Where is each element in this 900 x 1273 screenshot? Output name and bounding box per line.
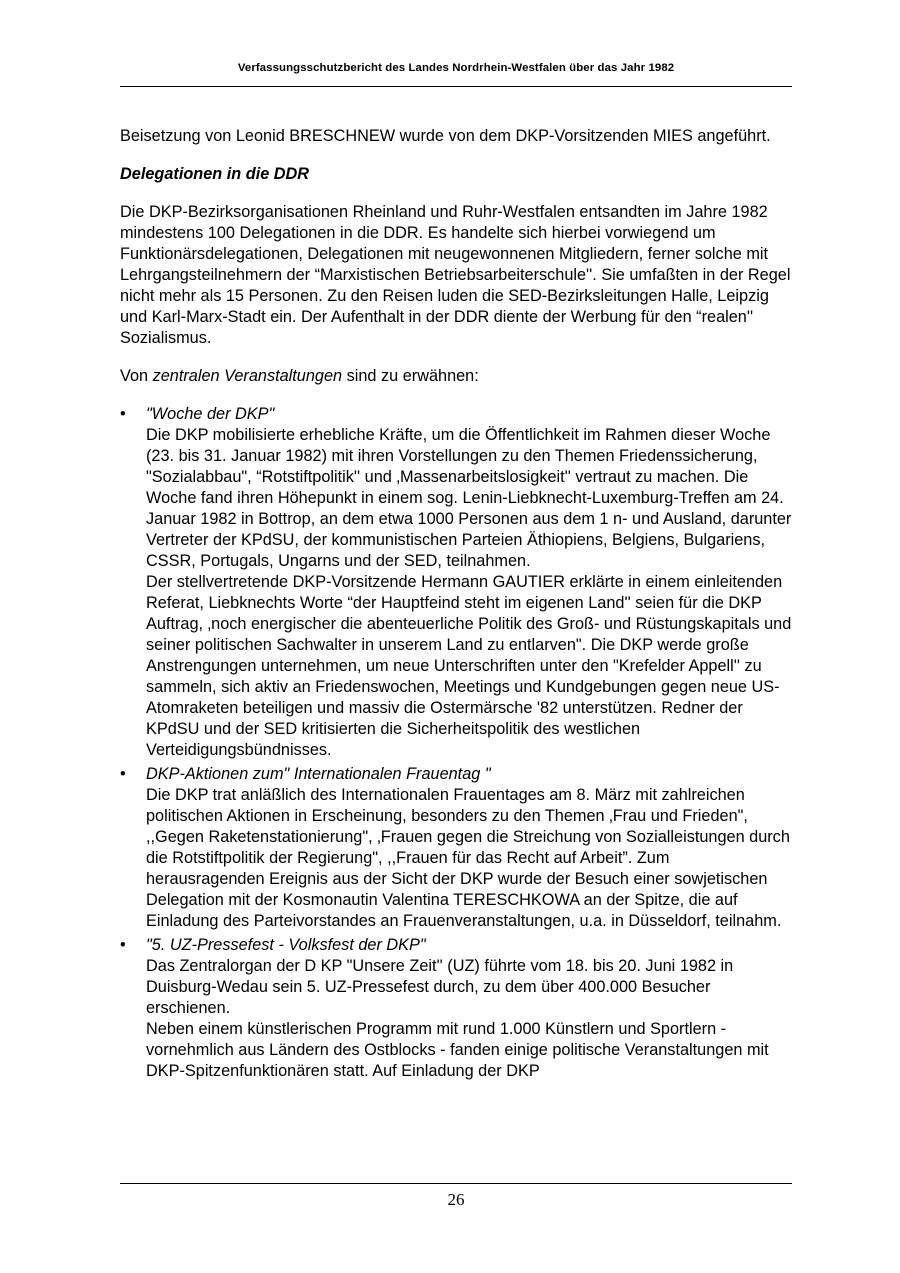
document-body bbox=[120, 126, 792, 1082]
bullet-paragraph: Neben einem künstlerischen Programm mit rund 1.000 Künstlern und Sportlern - vornehmlich aus Ländern des Ostblocks - fanden einige politische Veranstaltungen mit DKP-Spitzenfunktionären statt. Auf Einladung der DKP bbox=[146, 1020, 769, 1080]
header-rule bbox=[120, 86, 792, 87]
bullet-paragraph: Der stellvertretende DKP-Vorsitzende Hermann GAUTIER erklärte in einem einleitenden Referat, Liebknechts Worte “der Hauptfeind steht im eigenen Land'' seien für die DKP Auftrag, ‚noch energischer die abenteuerliche Politik des Groß- und Rüstungskapitals und seiner politischen Sachwalter in unserem Land zu entlarven". Die DKP werde große Anstrengungen unternehmen, um neue Unterschriften unter den "Krefelder Appell'' zu sammeln, sich aktiv an Friedenswochen, Meetings und Kundgebungen gegen neue US-Atomraketen beteiligen und massiv die Ostermärsche '82 unterstützen. Redner der KPdSU und der SED kritisierten die Sicherheitspolitik des westlichen Verteidigungsbündnisses. bbox=[146, 573, 792, 759]
events-intro-suffix: sind zu erwähnen: bbox=[342, 367, 479, 385]
bullet-item-frauentag bbox=[120, 764, 792, 932]
events-intro-emphasis: zentralen Veranstaltungen bbox=[152, 367, 343, 385]
bullet-paragraph: Das Zentralorgan der D KP "Unsere Zeit'' (UZ) führte vom 18. bis 20. Juni 1982 in Duisburg-Wedau sein 5. UZ-Pressefest durch, zu dem über 400.000 Besucher erschienen. bbox=[146, 957, 734, 1017]
footer-rule bbox=[120, 1183, 792, 1184]
events-intro bbox=[120, 366, 792, 387]
bullet-item-pressefest bbox=[120, 935, 792, 1082]
bullet-title: "Woche der DKP" bbox=[146, 405, 275, 423]
bullet-paragraph: Die DKP trat anläßlich des Internationalen Frauentages am 8. März mit zahlreichen politischen Aktionen in Erscheinung, besonders zu den Themen ‚Frau und Frieden", ,,Gegen Raketenstationierung", ‚Frauen gegen die Streichung von Sozialleistungen durch die Rotstiftpolitik der Regierung", ,,Frauen für das Recht auf Arbeit”. Zum herausragenden Ereignis aus der Sicht der DKP wurde der Besuch einer sowjetischen Delegation mit der Kosmonautin Valentina TERESCHKOWA an der Spitze, die auf Einladung des Parteivorstandes an Frauenveranstaltungen, u.a. in Düsseldorf, teilnahm. bbox=[146, 786, 790, 930]
intro-paragraph: Beisetzung von Leonid BRESCHNEW wurde von dem DKP-Vorsitzenden MIES angeführt. bbox=[120, 127, 771, 145]
bullet-icon: • bbox=[120, 405, 126, 423]
events-intro-prefix: Von bbox=[120, 367, 153, 385]
section-paragraph: Die DKP-Bezirksorganisationen Rheinland und Ruhr-Westfalen entsandten im Jahre 1982 mindestens 100 Delegationen in die DDR. Es handelte sich hierbei vorwiegend um Funktionärsdelegationen, Delegationen mit neugewonnenen Mitgliedern, ferner solche mit Lehrgangsteilnehmern der “Marxistischen Betriebsarbeiterschule''. Sie umfaßten in der Regel nicht mehr als 15 Personen. Zu den Reisen luden die SED-Bezirksleitungen Halle, Leipzig und Karl-Marx-Stadt ein. Der Aufenthalt in der DDR diente der Werbung für den “realen'' Sozialismus. bbox=[120, 203, 791, 347]
bullet-paragraph: Die DKP mobilisierte erhebliche Kräfte, um die Öffentlichkeit im Rahmen dieser Woche (23. bis 31. Januar 1982) mit ihren Vorstellungen zu den Themen Friedenssicherung, "Sozialabbau", “Rotstiftpolitik'' und ‚Massenarbeitslosigkeit'' vertraut zu machen. Die Woche fand ihren Höhepunkt in einem sog. Lenin-Liebknecht-Luxemburg-Treffen am 24. Januar 1982 in Bottrop, an dem etwa 1000 Personen aus dem 1 n- und Ausland, darunter Vertreter der KPdSU, der kommunistischen Parteien Äthiopiens, Belgiens, Bulgariens, CSSR, Portugals, Ungarns und der SED, teilnahmen. bbox=[146, 426, 792, 570]
bullet-icon: • bbox=[120, 765, 126, 783]
page-header: Verfassungsschutzbericht des Landes Nordrhein-Westfalen über das Jahr 1982 bbox=[237, 62, 675, 74]
bullet-icon: • bbox=[120, 936, 126, 954]
bullet-title: DKP-Aktionen zum" Internationalen Frauentag " bbox=[146, 765, 491, 783]
page-number: 26 bbox=[447, 1190, 465, 1209]
bullet-title: "5. UZ-Pressefest - Volksfest der DKP" bbox=[146, 936, 426, 954]
bullet-item-woche bbox=[120, 404, 792, 761]
section-heading: Delegationen in die DDR bbox=[120, 165, 310, 183]
